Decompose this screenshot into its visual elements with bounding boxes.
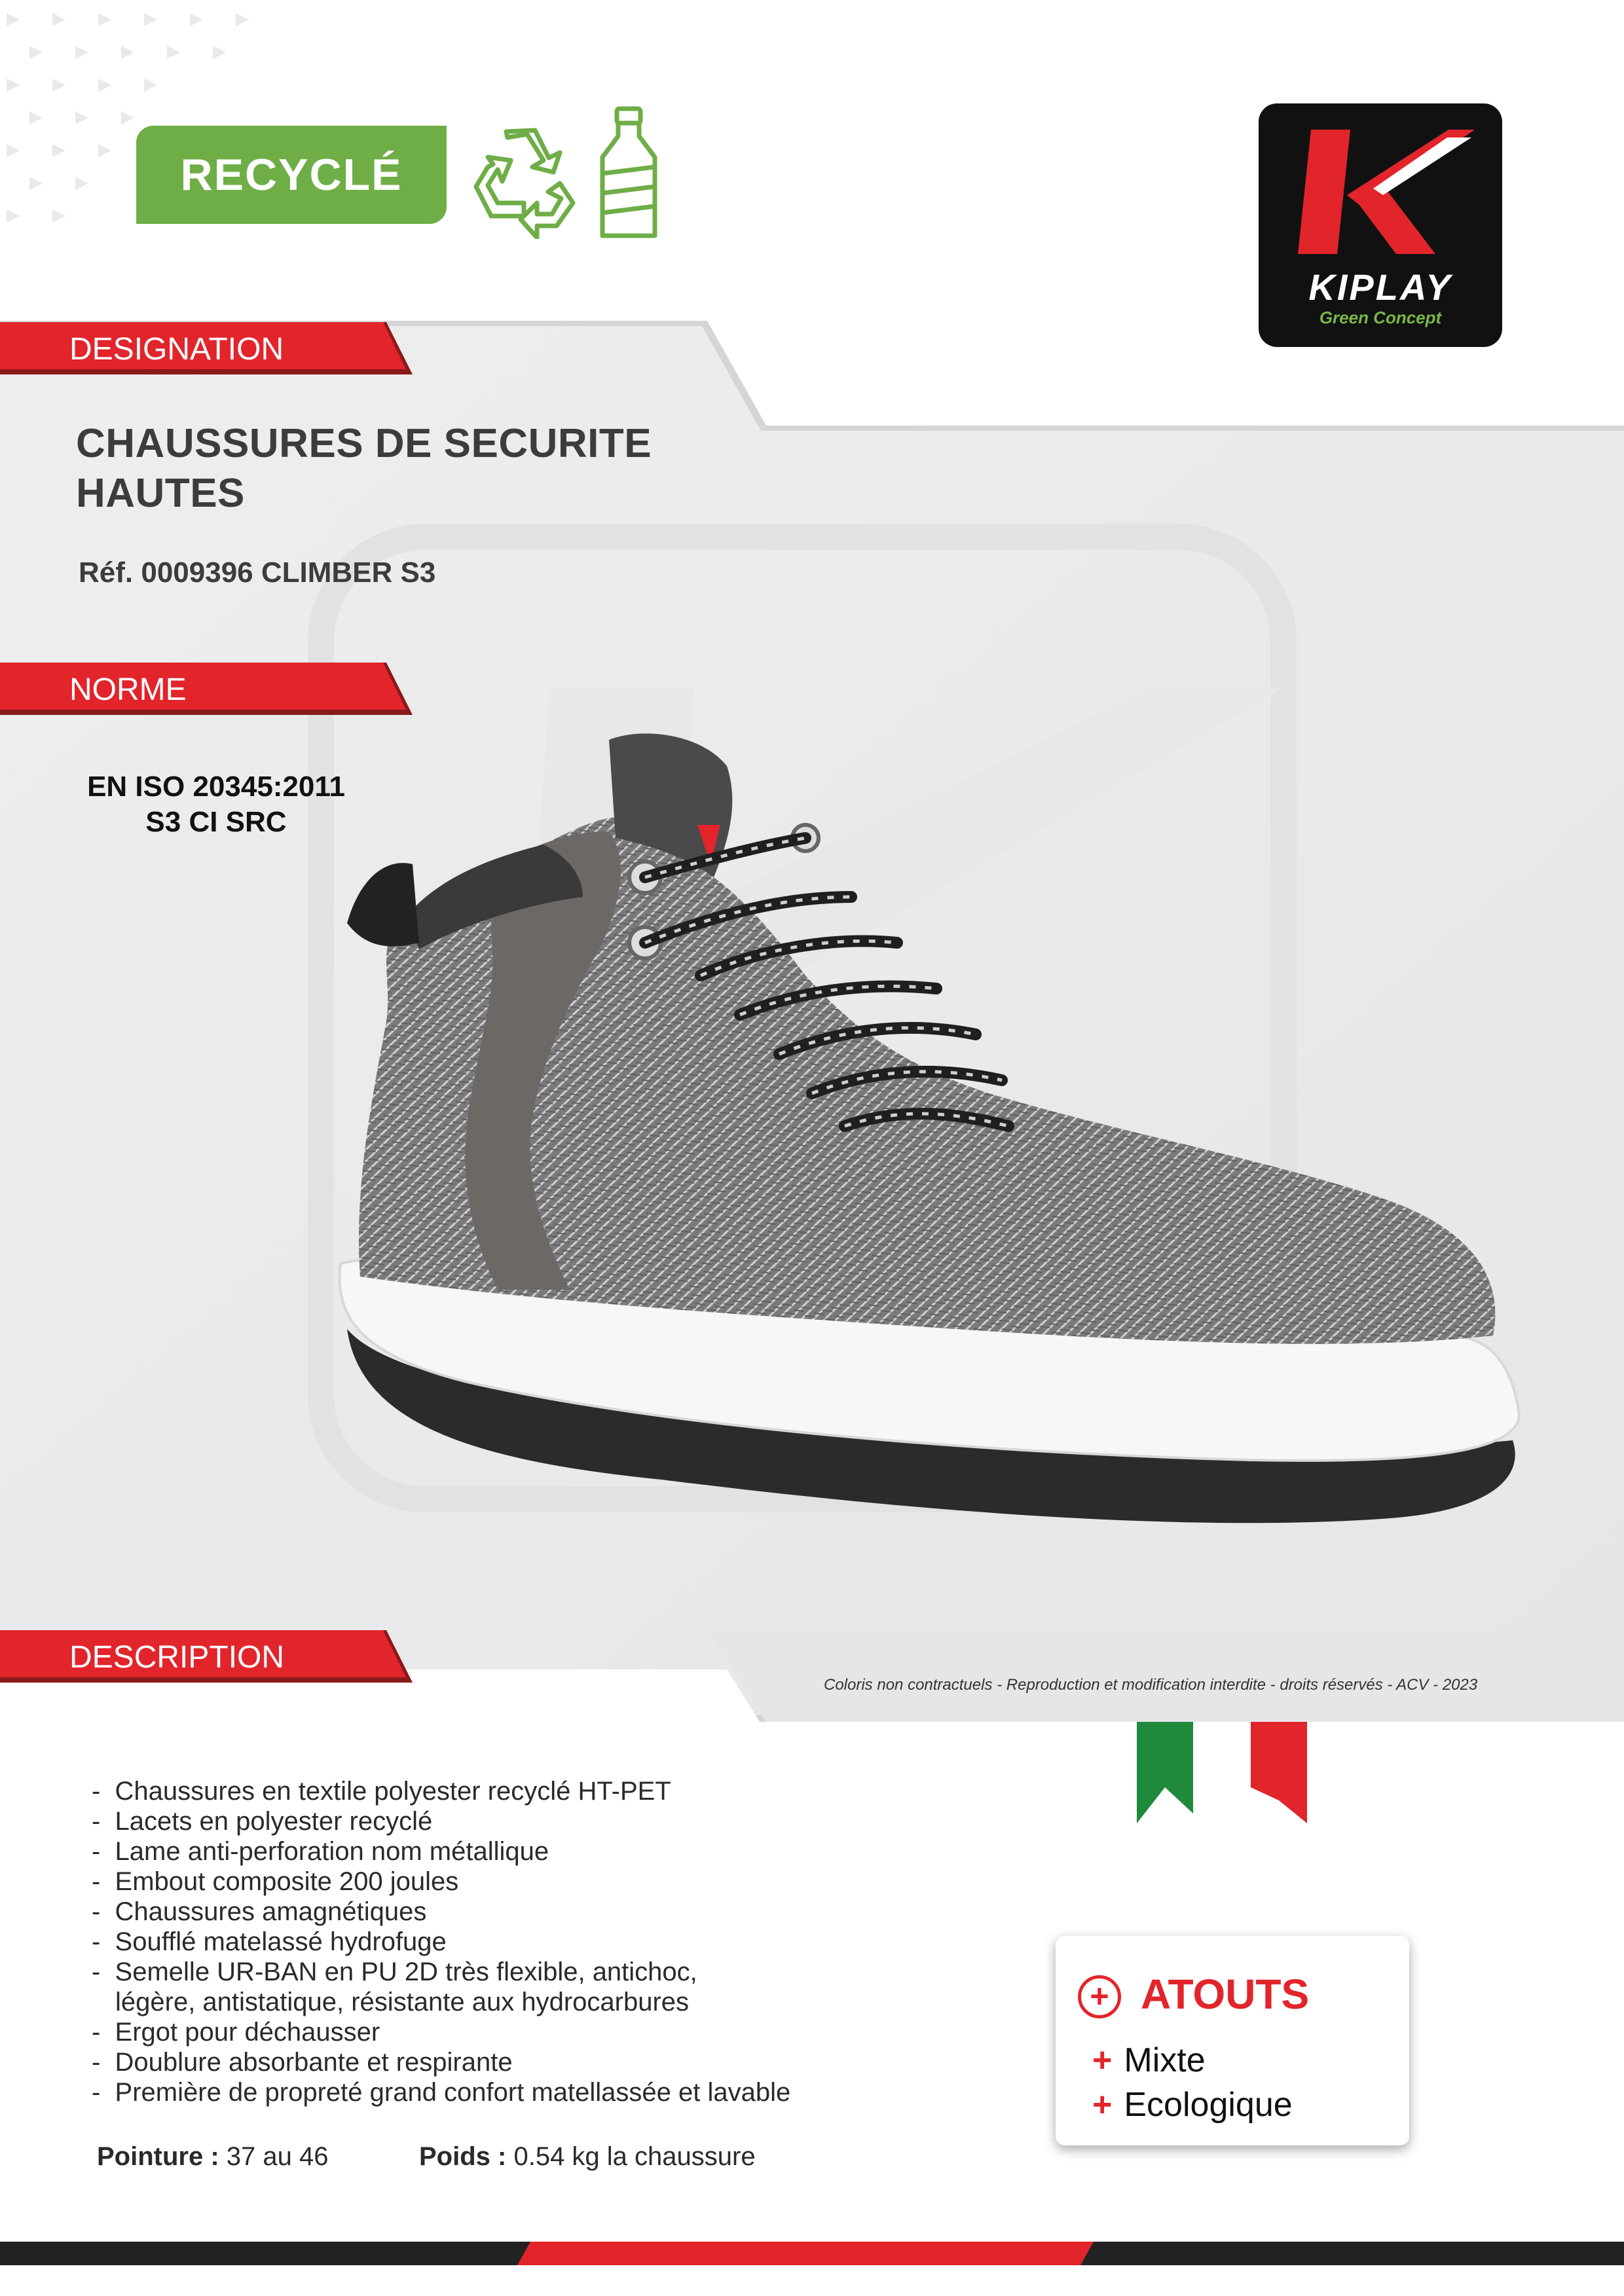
product-title-line2: HAUTES (76, 471, 245, 516)
list-item: - Embout composite 200 joules (92, 1867, 459, 1896)
product-title (76, 419, 652, 519)
recycle-icon (462, 121, 586, 239)
atout-item: + Ecologique (1092, 2086, 1293, 2124)
section-norme: NORME (69, 672, 187, 707)
description-list (92, 1776, 790, 2107)
italy-flag-icon (1137, 1722, 1307, 1827)
plastic-bottle-icon (589, 105, 668, 242)
size-spec: Pointure : 37 au 46 (97, 2142, 329, 2171)
footer-red-accent (517, 2242, 1094, 2265)
norm-line1: EN ISO 20345:2011 (87, 771, 345, 803)
list-item: - Doublure absorbante et respirante (92, 2048, 513, 2077)
shoe-image (334, 727, 1532, 1611)
list-item: - Lame anti-perforation nom métallique (92, 1837, 549, 1866)
list-item: - Lacets en polyester recyclé (92, 1807, 433, 1836)
list-item: - Première de propreté grand confort matellassée et lavable (92, 2078, 791, 2107)
logo-name: KIPLAY (1308, 266, 1452, 308)
section-designation: DESIGNATION (69, 332, 284, 367)
recycled-badge: RECYCLÉ (136, 126, 447, 224)
kiplay-logo (1259, 103, 1502, 347)
atouts-title: ATOUTS (1141, 1971, 1310, 2018)
list-item: - Chaussures en textile polyester recyclé HT-PET (92, 1777, 671, 1806)
weight-spec: Poids : 0.54 kg la chaussure (419, 2142, 756, 2171)
list-item-continuation: légère, antistatique, résistante aux hydrocarbures (115, 1988, 690, 2016)
kiplay-k-mark (1285, 123, 1481, 267)
norme-tab-shape (0, 663, 419, 715)
norm-line2: S3 CI SRC (145, 806, 287, 838)
logo-tagline: Green Concept (1319, 308, 1442, 327)
plus-circle-icon: + (1078, 1975, 1121, 2018)
list-item: - Chaussures amagnétiques (92, 1897, 427, 1926)
product-reference: Réf. 0009396 CLIMBER S3 (79, 556, 436, 589)
norm-standard (79, 769, 354, 840)
plus-icon: + (1092, 2041, 1113, 2079)
plus-icon: + (1092, 2086, 1113, 2124)
list-item: - Ergot pour déchausser (92, 2018, 380, 2047)
list-item: - Soufflé matelassé hydrofuge (92, 1927, 447, 1956)
atout-item: + Mixte (1092, 2041, 1206, 2079)
copyright-notice: Coloris non contractuels - Reproduction et modification interdite - droits réservés - ACV - 2023 (824, 1676, 1478, 1694)
product-title-line1: CHAUSSURES DE SECURITE (76, 421, 652, 466)
atouts-box (1056, 1936, 1409, 2145)
section-description: DESCRIPTION (69, 1640, 285, 1675)
list-item: - Semelle UR-BAN en PU 2D très flexible, antichoc, (92, 1958, 697, 1986)
